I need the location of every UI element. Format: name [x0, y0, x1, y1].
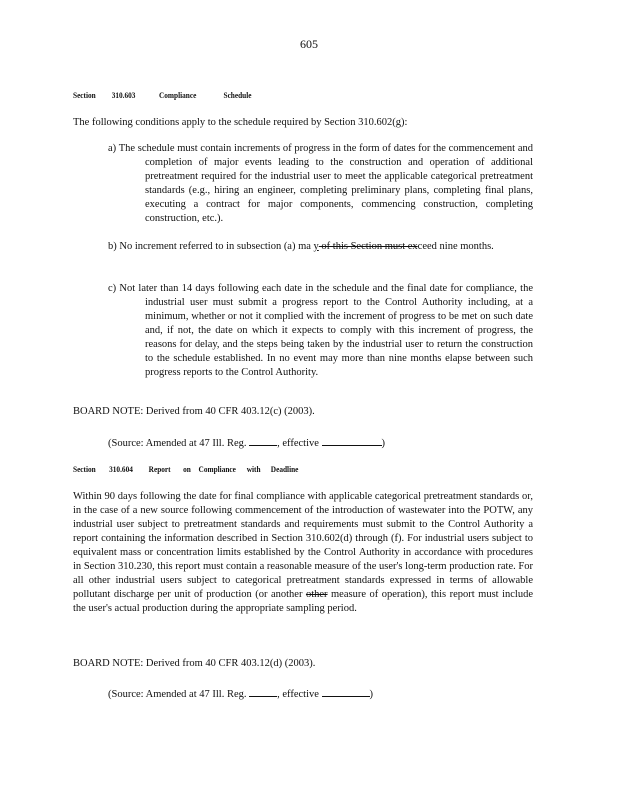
heading-word: with — [246, 464, 261, 474]
list-item-a: a) The schedule must contain increments of progress in the form of dates for the commencement and completion of major events leading to the construction and operation of additional pretreatment required for the industrial user to meet the applicable categorical pretreatment standards (e.g., hiring an engineer, completing preliminary plans, completing final plans, executing a contract for major components, commencing construction, completing construction, etc.). — [108, 143, 533, 224]
heading-word: 310.603 — [111, 90, 136, 100]
body-text: Within 90 days following the date for final compliance with applicable categorical pretreatment standards or, in the case of a new source following commencement of the introduction of wastewater into the POTW, any industrial user subject to pretreatment standards and requirements must submit to the Control Authority a report containing the information described in Section 310.602(d) through (f). For industrial users subject to equivalent mass or concentration limits established by the Control Authority in accordance with procedures in Section 310.230, this report must contain a reasonable measure of the user's long-term production rate. For all other industrial users subject to categorical pretreatment standards expressed in terms of allowable pollutant discharge per unit of production (or another — [73, 491, 533, 600]
heading-word: on — [183, 464, 191, 474]
heading-word: Report — [148, 464, 171, 474]
list-item-c: c) Not later than 14 days following each date in the schedule and the final date for compliance, the industrial user must submit a progress report to the Control Authority including, at a minimum, whether or not it complied with the increment of progress to be met on such date and, if not, the date on which it expects to comply with this increment of progress, the reasons for delay, and the steps being taken by the industrial user to return the construction to the schedule established. In no event may more than nine months elapse between such progress reports to the Control Authority. — [108, 283, 533, 378]
heading-word: Section — [73, 90, 96, 100]
item-b-deleted: of this Section must ex — [318, 241, 418, 252]
section-intro: The following conditions apply to the schedule required by Section 310.602(g): — [73, 117, 408, 128]
heading-word: Deadline — [270, 464, 299, 474]
board-note: BOARD NOTE: Derived from 40 CFR 403.12(d) (2003). — [73, 658, 316, 669]
heading-word: Compliance — [159, 90, 197, 100]
item-b-inserted: y — [313, 241, 319, 252]
heading-word: Section — [73, 464, 96, 474]
board-note: BOARD NOTE: Derived from 40 CFR 403.12(c) (2003). — [73, 406, 315, 417]
source-text: , effective — [277, 689, 319, 700]
item-b-text-end: ceed nine months. — [417, 241, 494, 252]
heading-word: Schedule — [223, 90, 252, 100]
list-item-b — [108, 240, 533, 254]
blank-line — [249, 435, 277, 446]
section-heading-310-603 — [73, 90, 252, 100]
section-body — [73, 490, 533, 616]
source-line — [108, 686, 373, 700]
source-text: (Source: Amended at 47 Ill. Reg. — [108, 689, 247, 700]
source-text: , effective — [277, 438, 319, 449]
heading-word: Compliance — [198, 464, 236, 474]
heading-word: 310.604 — [109, 464, 133, 474]
source-text: (Source: Amended at 47 Ill. Reg. — [108, 438, 247, 449]
blank-line — [322, 435, 382, 446]
source-text: ) — [381, 438, 386, 449]
source-text: ) — [369, 689, 374, 700]
section-heading-310-604 — [73, 464, 298, 474]
body-deleted: other — [305, 589, 328, 600]
blank-line — [322, 686, 370, 697]
body-text-end: measure of operation), this report must include the user's actual production during the appropriate sampling period. — [73, 589, 533, 614]
source-line — [108, 435, 385, 449]
item-b-text: b) No increment referred to in subsection (a) ma — [108, 241, 311, 252]
blank-line — [249, 686, 277, 697]
page-number: 605 — [300, 37, 318, 51]
